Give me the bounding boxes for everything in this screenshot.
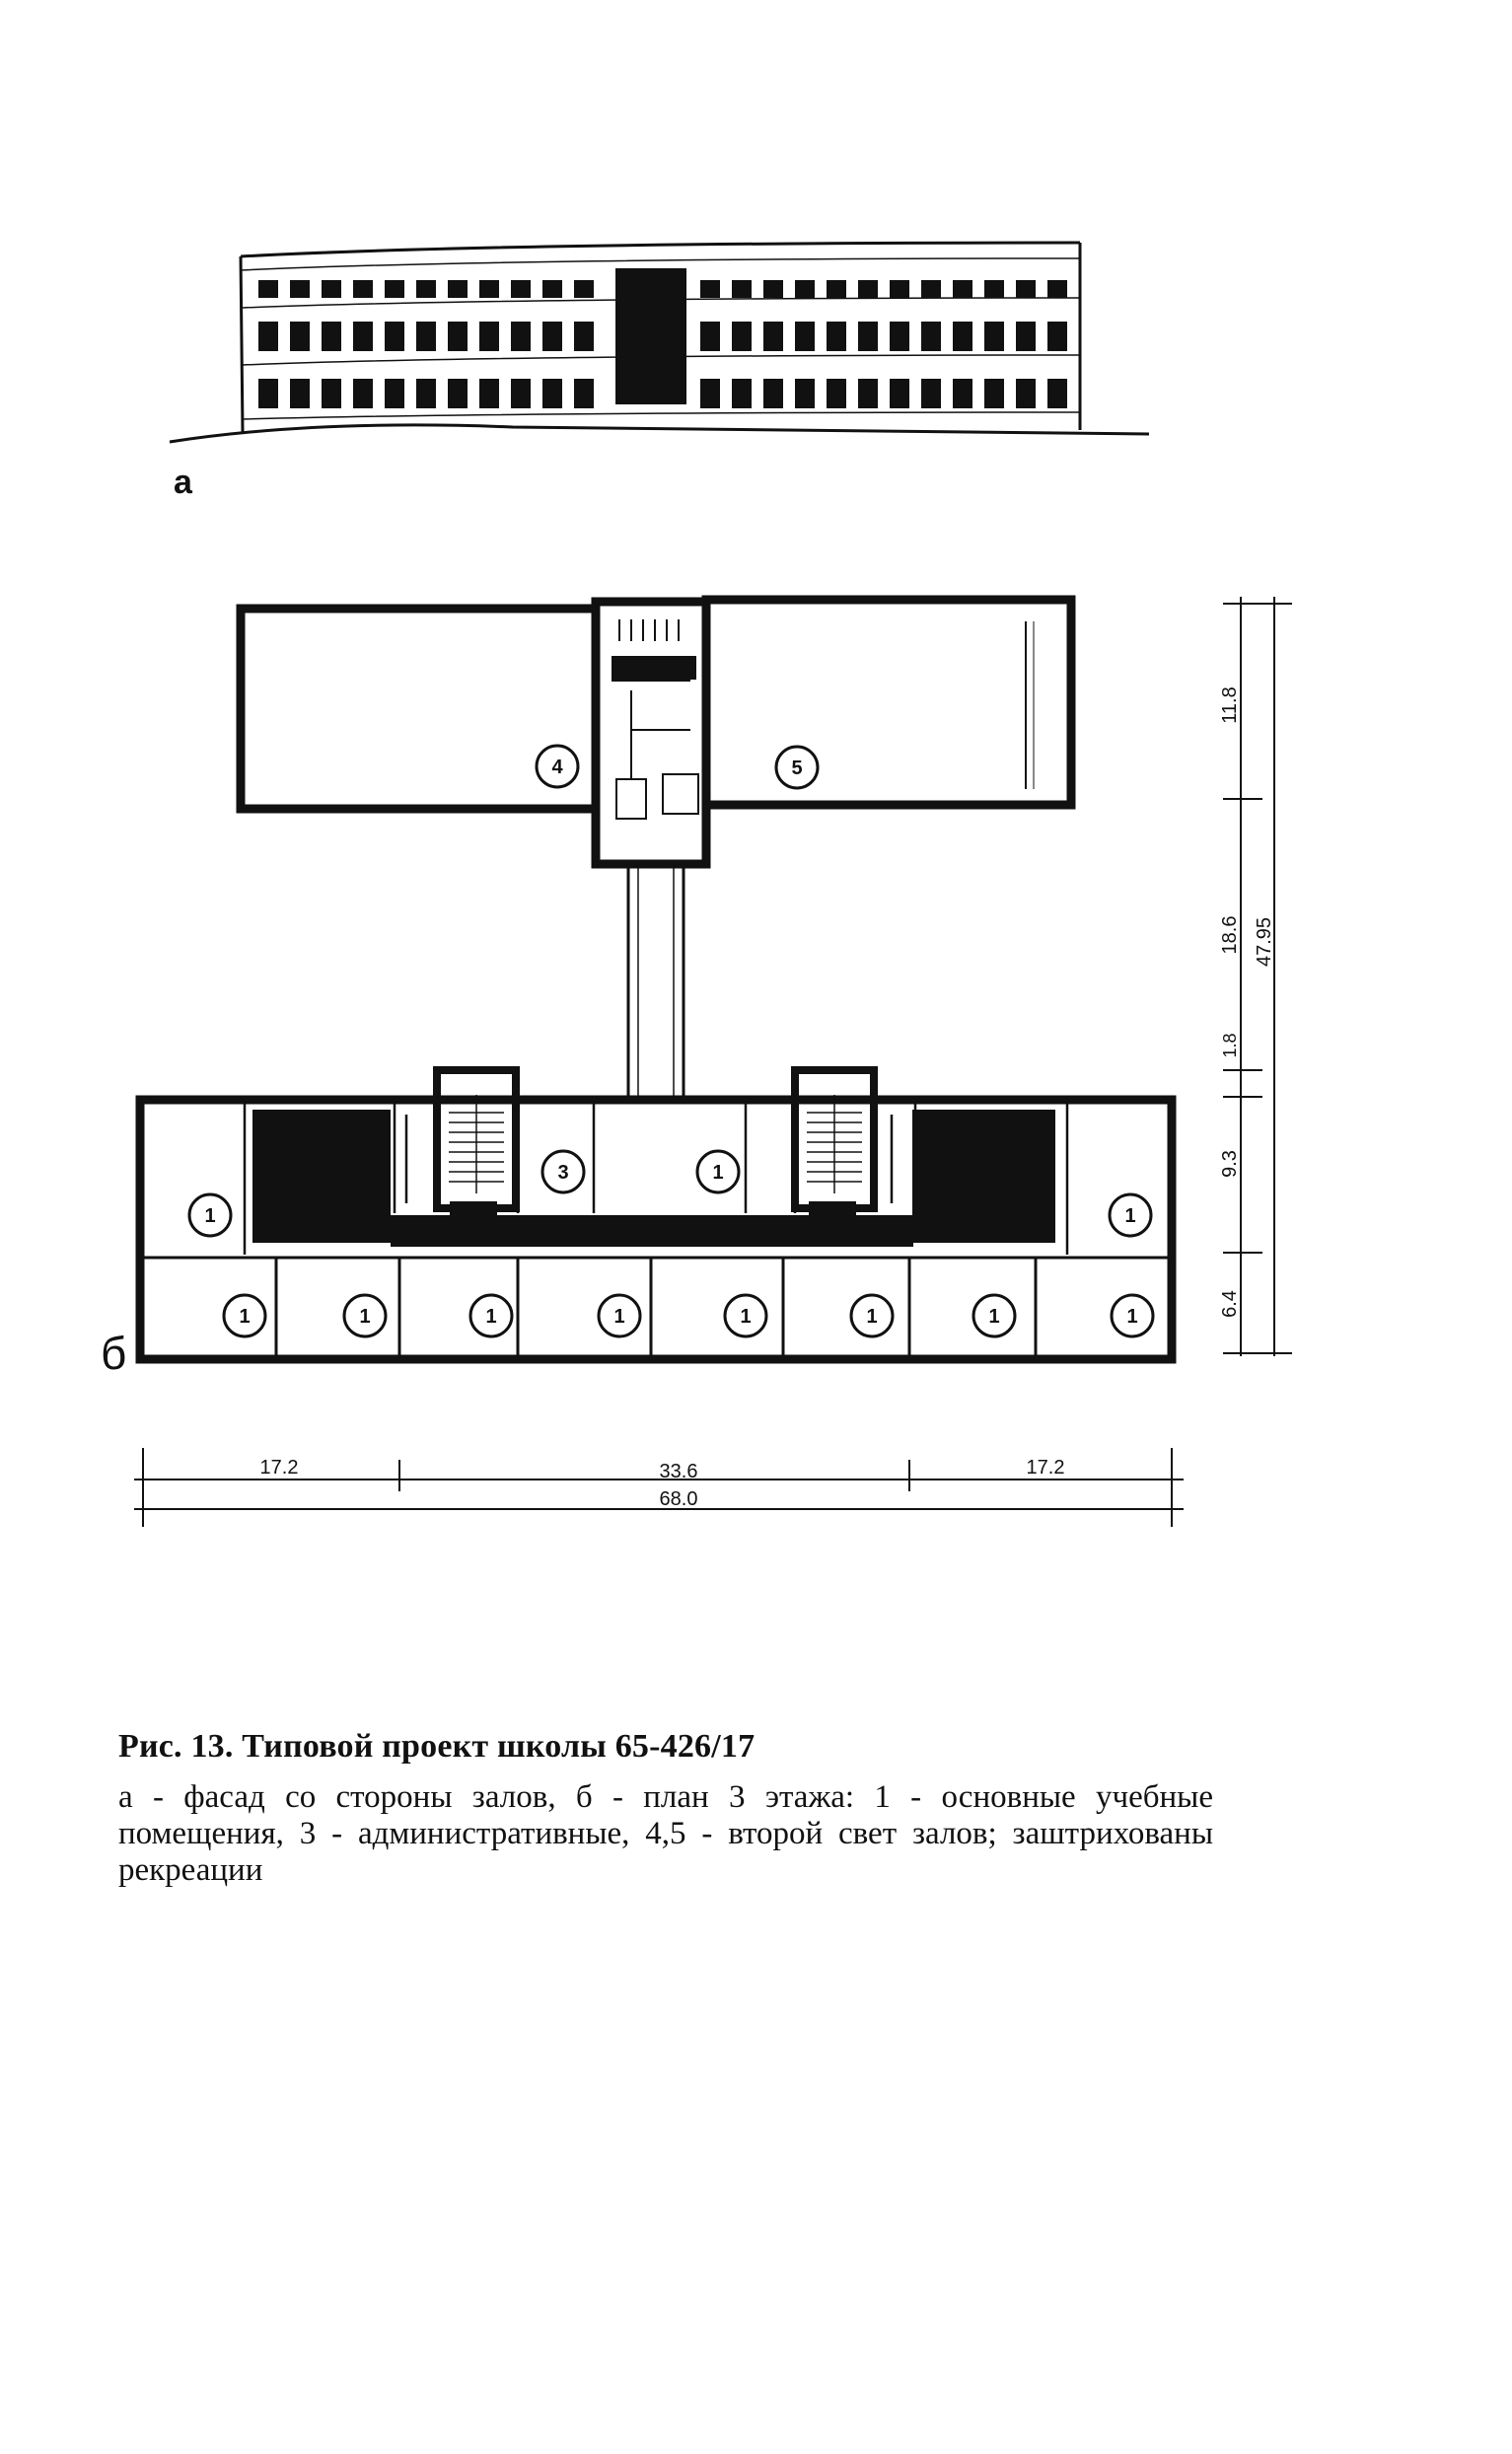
- svg-text:1: 1: [613, 1306, 625, 1328]
- facade-window: [1047, 280, 1067, 298]
- facade-window: [322, 322, 341, 351]
- facade-window: [385, 322, 404, 351]
- dim-v-seg-5: 6.4: [1219, 1290, 1241, 1318]
- svg-text:1: 1: [866, 1306, 878, 1328]
- room-marker-1: [344, 1295, 386, 1336]
- svg-text:1: 1: [485, 1306, 497, 1328]
- facade-window: [953, 280, 972, 298]
- dim-h-seg-3: 17.2: [1026, 1457, 1065, 1479]
- facade-window: [763, 379, 783, 408]
- facade-window: [322, 379, 341, 408]
- facade-window: [416, 280, 436, 298]
- room-marker-1: [1112, 1295, 1153, 1336]
- facade-window: [732, 322, 752, 351]
- facade-window: [827, 322, 846, 351]
- facade-window: [574, 322, 594, 351]
- svg-text:1: 1: [712, 1162, 724, 1184]
- facade-window: [763, 322, 783, 351]
- room-marker-1: [851, 1295, 893, 1336]
- facade-window: [542, 280, 562, 298]
- facade-window: [479, 280, 499, 298]
- room-marker-1: [973, 1295, 1015, 1336]
- upper-stair-core: [596, 602, 706, 864]
- room-marker-1: [1110, 1194, 1151, 1236]
- facade-window: [574, 280, 594, 298]
- facade-window: [1016, 280, 1036, 298]
- facade-window: [511, 322, 531, 351]
- facade-elevation: [170, 243, 1149, 442]
- dim-v-seg-2: 18.6: [1219, 915, 1241, 955]
- facade-window: [385, 379, 404, 408]
- facade-window: [511, 280, 531, 298]
- facade-window: [1047, 322, 1067, 351]
- facade-window: [416, 322, 436, 351]
- facade-window: [448, 280, 468, 298]
- facade-window: [953, 322, 972, 351]
- room-marker-1: [224, 1295, 265, 1336]
- facade-window: [322, 280, 341, 298]
- floor-plan: [140, 600, 1172, 1359]
- svg-text:5: 5: [791, 758, 803, 779]
- dim-v-total: 47.95: [1254, 916, 1275, 968]
- recreation-left: [252, 1110, 391, 1243]
- room-marker-1: [470, 1295, 512, 1336]
- dim-h-seg-1: 17.2: [259, 1457, 299, 1479]
- facade-window: [353, 280, 373, 298]
- svg-text:1: 1: [740, 1306, 752, 1328]
- facade-window: [921, 379, 941, 408]
- facade-window: [984, 280, 1004, 298]
- room-markers: [189, 746, 1153, 1336]
- facade-window: [1047, 379, 1067, 408]
- facade-window: [258, 379, 278, 408]
- facade-window: [890, 322, 909, 351]
- facade-window: [921, 280, 941, 298]
- svg-text:1: 1: [988, 1306, 1000, 1328]
- facade-window: [984, 379, 1004, 408]
- caption-title: Рис. 13. Типовой проект школы 65-426/17: [118, 1728, 756, 1765]
- room-marker-1: [189, 1194, 231, 1236]
- figure-caption: [118, 1728, 1213, 1889]
- facade-window: [763, 280, 783, 298]
- room-marker-3: [542, 1151, 584, 1192]
- facade-window: [827, 280, 846, 298]
- facade-window: [890, 280, 909, 298]
- facade-window: [732, 379, 752, 408]
- facade-window: [448, 379, 468, 408]
- facade-window: [732, 280, 752, 298]
- facade-window: [795, 280, 815, 298]
- svg-text:1: 1: [359, 1306, 371, 1328]
- hall-right-outline: [706, 600, 1071, 805]
- facade-window: [574, 379, 594, 408]
- dim-h-seg-2: 33.6: [659, 1461, 698, 1482]
- facade-window: [353, 322, 373, 351]
- facade-window: [416, 379, 436, 408]
- caption-body: а - фасад со стороны залов, б - план 3 этажа: 1 - основные учебные помещения, 3 - административные, 4,5 - второй свет залов; заштрихованы рекреации: [118, 1779, 1213, 1888]
- facade-window: [479, 322, 499, 351]
- facade-window: [542, 322, 562, 351]
- plan-label: б: [101, 1328, 127, 1379]
- facade-window: [795, 379, 815, 408]
- room-marker-5: [776, 747, 818, 788]
- svg-text:3: 3: [557, 1162, 569, 1184]
- facade-window: [479, 379, 499, 408]
- facade-window: [290, 322, 310, 351]
- room-marker-1: [599, 1295, 640, 1336]
- facade-window: [921, 322, 941, 351]
- facade-window: [827, 379, 846, 408]
- facade-window: [858, 280, 878, 298]
- facade-window: [290, 280, 310, 298]
- room-marker-1: [697, 1151, 739, 1192]
- facade-window: [984, 322, 1004, 351]
- facade-window: [1016, 322, 1036, 351]
- facade-window: [1016, 379, 1036, 408]
- facade-window: [953, 379, 972, 408]
- svg-text:4: 4: [551, 757, 563, 778]
- facade-window: [353, 379, 373, 408]
- facade-window: [795, 322, 815, 351]
- room-marker-4: [537, 746, 578, 787]
- facade-window: [542, 379, 562, 408]
- dim-v-seg-4: 9.3: [1219, 1150, 1241, 1178]
- facade-window: [258, 280, 278, 298]
- facade-window: [700, 280, 720, 298]
- facade-window: [448, 322, 468, 351]
- room-marker-1: [725, 1295, 766, 1336]
- dim-v-seg-3: 1.8: [1220, 1033, 1240, 1058]
- svg-text:1: 1: [1124, 1205, 1136, 1227]
- svg-text:1: 1: [1126, 1306, 1138, 1328]
- svg-text:1: 1: [239, 1306, 251, 1328]
- svg-text:1: 1: [204, 1205, 216, 1227]
- dim-h-total: 68.0: [659, 1488, 698, 1510]
- dim-v-seg-1: 11.8: [1219, 686, 1241, 724]
- facade-window: [258, 322, 278, 351]
- facade-window: [700, 379, 720, 408]
- facade-label: а: [174, 464, 192, 501]
- facade-window: [858, 322, 878, 351]
- facade-window: [858, 379, 878, 408]
- facade-window: [385, 280, 404, 298]
- facade-window: [700, 322, 720, 351]
- recreation-right: [912, 1110, 1055, 1243]
- facade-window: [290, 379, 310, 408]
- facade-window: [890, 379, 909, 408]
- facade-window: [511, 379, 531, 408]
